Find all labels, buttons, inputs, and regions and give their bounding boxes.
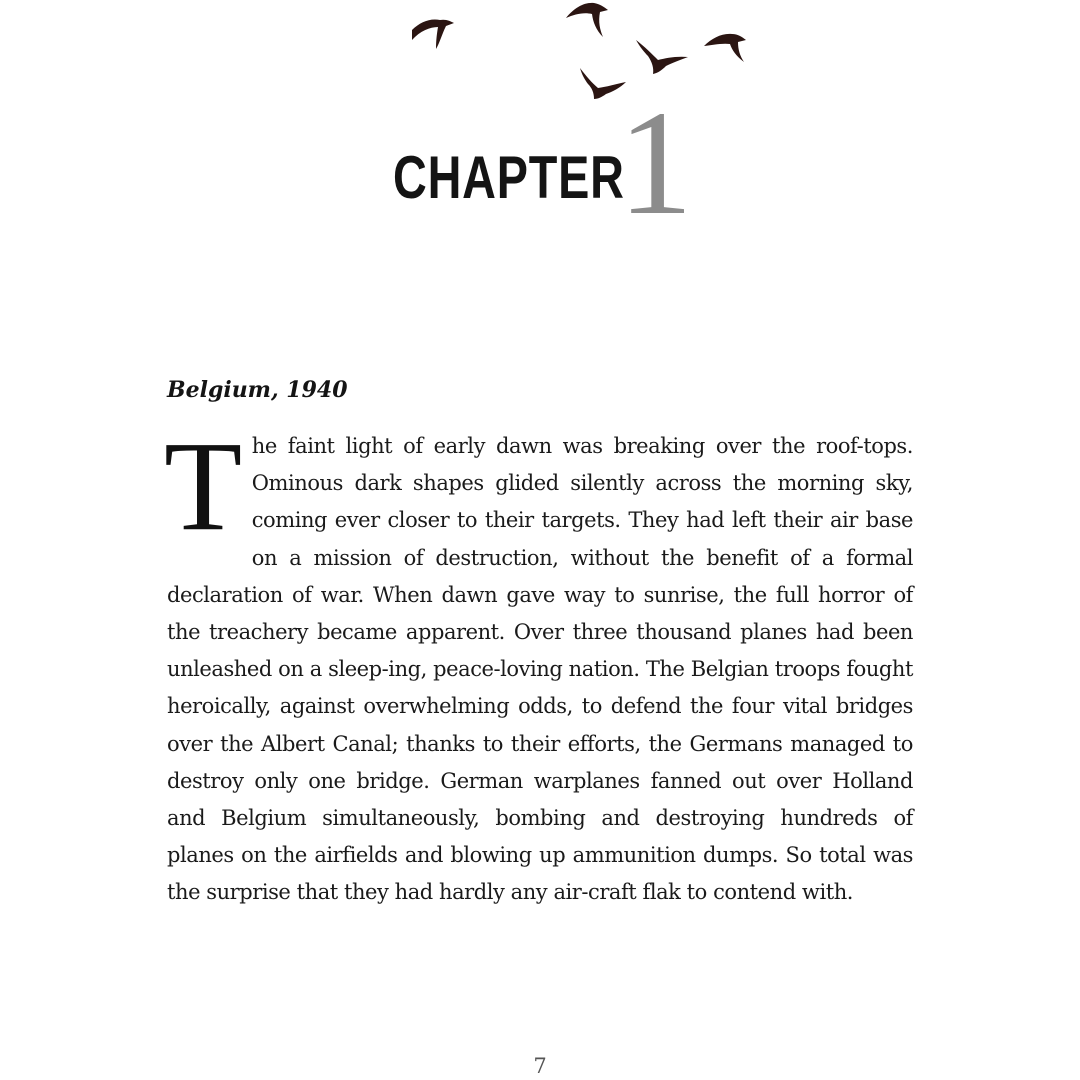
- bird-icon: [412, 19, 454, 49]
- body-text: he faint light of early dawn was breaking over the roof-tops. Ominous dark shapes glided silently across the morning sky, coming ever closer to their targets. They had left their air base on a mission of destruction, without the benefit of a formal declaration of war. When dawn gave way to sunrise, the full horror of the treachery became apparent. Over three thousand planes had been unleashed on a sleep-ing, peace-loving nation. The Belgian troops fought heroically, against overwhelming odds, to defend the four vital bridges over the Albert Canal; thanks to their efforts, the Germans managed to destroy only one bridge. German warplanes fanned out over Holland and Belgium simultaneously, bombing and destroying hundreds of planes on the airfields and blowing up ammunition dumps. So total was the surprise that they had hardly any air-craft flak to contend with.: [167, 434, 913, 905]
- bird-icon: [636, 40, 688, 74]
- chapter-title: CHAPTER: [393, 144, 625, 211]
- section-place-date: Belgium, 1940: [167, 377, 348, 403]
- chapter-content: [164, 372, 913, 912]
- bird-icon: [704, 34, 746, 62]
- chapter-number: 1: [618, 80, 693, 246]
- page-number: 7: [533, 1054, 547, 1078]
- chapter-heading: [0, 80, 1080, 246]
- drop-cap: T: [164, 415, 242, 557]
- bird-icon: [566, 3, 608, 37]
- body-paragraph: [164, 415, 913, 912]
- flying-birds-icon: [0, 0, 1080, 110]
